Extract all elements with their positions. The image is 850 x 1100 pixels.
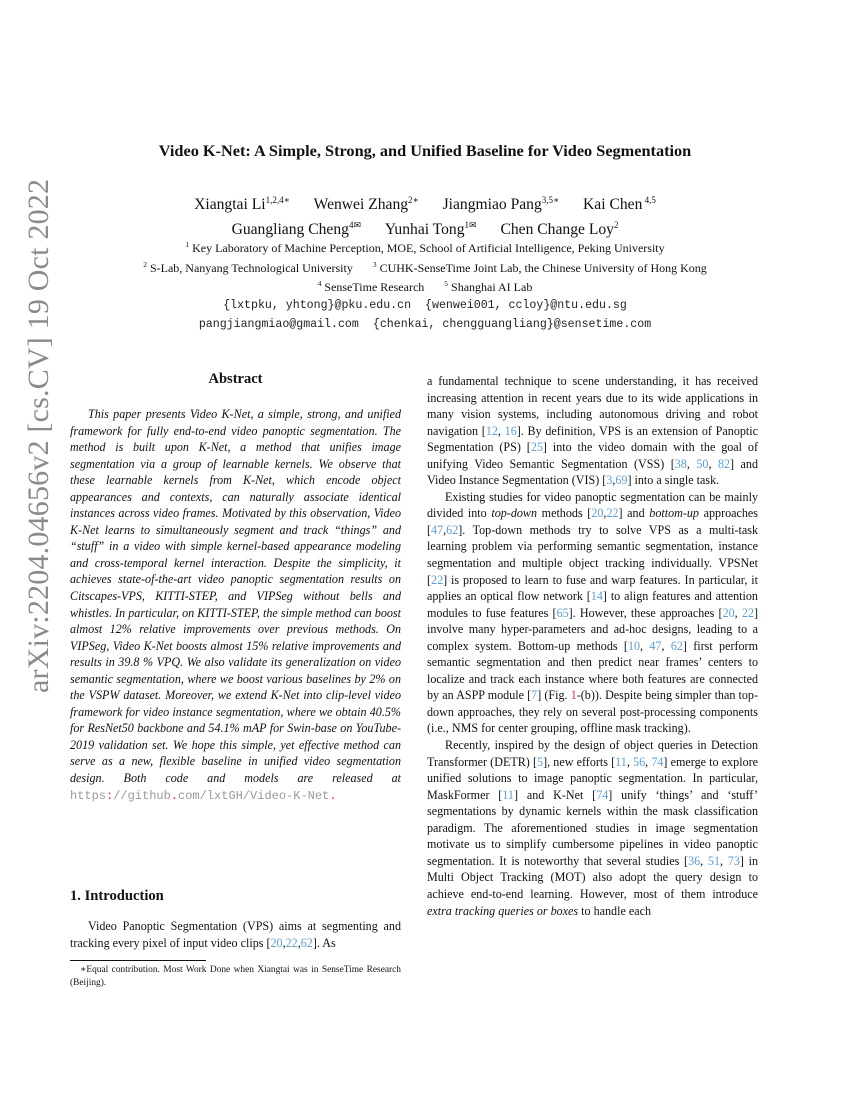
author-name: Yunhai Tong xyxy=(384,221,465,239)
author-list xyxy=(0,190,850,240)
author-affiliation-marker: 1,2,4∗ xyxy=(265,195,290,205)
code-repository-link[interactable]: https://github.com/lxtGH/Video-K-Net. xyxy=(70,788,337,803)
author-name: Jiangmiao Pang xyxy=(442,196,542,214)
affiliation-number: 1 xyxy=(185,240,190,249)
affiliation-text: SenseTime Research xyxy=(324,280,425,294)
author xyxy=(385,221,477,238)
footnote-divider xyxy=(70,960,206,961)
citation-link[interactable]: 65 xyxy=(556,605,569,620)
introduction-left-column xyxy=(70,918,401,951)
citation-link[interactable]: 14 xyxy=(590,589,603,604)
affiliation-line-1 xyxy=(0,240,850,256)
abstract-body xyxy=(70,406,401,804)
citation-link[interactable]: 20 xyxy=(270,935,283,950)
citation-link[interactable]: 50 xyxy=(696,456,709,471)
citation-link[interactable]: 62 xyxy=(300,935,313,950)
figure-reference-link[interactable]: 1 xyxy=(570,688,577,703)
author-name: Wenwei Zhang xyxy=(313,196,409,214)
affiliation-number: 3 xyxy=(372,260,377,269)
author-affiliation-marker: 3,5∗ xyxy=(541,195,560,205)
citation-link[interactable]: 11 xyxy=(502,787,514,802)
citation-link[interactable]: 16 xyxy=(504,423,517,438)
author xyxy=(583,196,656,213)
email-address: pangjiangmiao@gmail.com xyxy=(198,318,359,331)
intro-paragraph: Recently, inspired by the design of object queries in Detection Transformer (DETR) [5], new efforts [11, 56, 74] emerge to explore unified solutions to image panoptic segmentation. In particular, MaskFormer [11] and K-Net [74] unify ‘things’ and ‘stuff’ segmentations by dynamic kernels within the mask classification paradigm. The aforementioned studies in image segmentation motivate us to simplify cumbersome pipelines in video panoptic segmentation. It is noteworthy that several studies [36, 51, 73] in Multi Object Tracking (MOT) also adopt the query design to achieve end-to-end learning. However, most of them introduce extra tracking queries or boxes to handle each xyxy=(427,738,759,918)
citation-link[interactable]: 62 xyxy=(446,522,459,537)
author-affiliation-marker: 2 xyxy=(613,220,619,231)
author xyxy=(194,196,290,213)
citation-link[interactable]: 12 xyxy=(485,423,498,438)
affiliation-number: 2 xyxy=(143,260,147,269)
email-address: {chenkai, chengguangliang}@sensetime.com xyxy=(372,318,652,331)
citation-link[interactable]: 20 xyxy=(722,605,735,620)
email-address: {wenwei001, ccloy}@ntu.edu.sg xyxy=(425,299,627,312)
affiliation-text: S-Lab, Nanyang Technological University xyxy=(149,261,353,275)
affiliation-number: 4 xyxy=(317,279,322,288)
citation-link[interactable]: 73 xyxy=(727,853,740,868)
citation-link[interactable]: 56 xyxy=(633,754,646,769)
section-heading-introduction: 1. Introduction xyxy=(70,888,164,904)
citation-link[interactable]: 62 xyxy=(670,638,683,653)
footnote xyxy=(70,964,401,990)
abstract-text: This paper presents Video K-Net, a simple, strong, and unified framework for fully end-to-end video panoptic segmentation. The method is built upon K-Net, a method that unifies image segmentation via a group of learnable kernels. We observe that these learnable kernels from K-Net, which encode object appearances and contexts, can naturally associate identical instances across video frames. Motivated by this observation, Video K-Net learns to simultaneously segment and track “things” and “stuff” in a video with simple kernel-based appearance modeling and cross-temporal kernel interaction. Despite the simplicity, it achieves state-of-the-art video panoptic segmentation results on Citscapes-VPS, KITTI-STEP, and VIPSeg without bells and whistles. In particular, on KITTI-STEP, the simple method can boost almost 12% relative improvements over previous methods. On VIPSeg, Video K-Net boosts almost 15% relative improvements and results in 39.8 % VPQ. We also validate its generalization on video semantic segmentation, where we boost various baselines by 2% on the VSPW dataset. Moreover, we extend K-Net into clip-level video framework for video instance segmentation, where we obtain 40.5% for ResNet50 backbone and 54.1% mAP for Swin-base on YouTube-2019 validation set. We hope this simple, yet effective method can serve as a new, flexible baseline in unified video segmentation design. Both code and models are released at xyxy=(70,407,401,786)
author-affiliation-marker: 4✉ xyxy=(348,220,361,231)
author xyxy=(500,221,618,238)
author-affiliation-marker: 4,5 xyxy=(642,195,656,205)
footnote-text: ∗Equal contribution. Most Work Done when Xiangtai was in SenseTime Research (Beijing). xyxy=(70,965,401,988)
citation-link[interactable]: 82 xyxy=(717,456,731,471)
paper-title: Video K-Net: A Simple, Strong, and Unified Baseline for Video Segmentation xyxy=(158,141,692,160)
citation-link[interactable]: 3 xyxy=(606,473,613,488)
author-name: Chen Change Loy xyxy=(500,221,614,239)
introduction-right-column xyxy=(427,373,758,919)
citation-link[interactable]: 47 xyxy=(649,638,662,653)
abstract-heading: Abstract xyxy=(208,371,263,387)
citation-link[interactable]: 47 xyxy=(431,522,444,537)
citation-link[interactable]: 51 xyxy=(707,853,721,868)
citation-link[interactable]: 20 xyxy=(591,506,604,521)
author-name: Guangliang Cheng xyxy=(231,221,349,239)
citation-link[interactable]: 10 xyxy=(627,638,641,653)
author-name: Xiangtai Li xyxy=(194,196,266,214)
email-address: {lxtpku, yhtong}@pku.edu.cn xyxy=(223,299,412,312)
citation-link[interactable]: 22 xyxy=(741,605,754,620)
arxiv-identifier-stamp: arXiv:2204.04656v2 [cs.CV] 19 Oct 2022 xyxy=(22,178,55,693)
author-name: Kai Chen xyxy=(583,196,643,214)
citation-link[interactable]: 38 xyxy=(674,456,687,471)
author-affiliation-marker: 2∗ xyxy=(408,195,419,205)
author xyxy=(314,196,419,213)
intro-paragraph: a fundamental technique to scene understanding, it has received increasing attention in recent years due to its wide applications in many vision systems, including autonomous driving and robot navigation [12, 16]. By definition, VPS is an extension of Panoptic Segmentation (PS) [25] into the video domain with the goal of unifying Video Semantic Segmentation (VSS) [38, 50, 82] and Video Instance Segmentation (VIS) [3,69] into a single task. xyxy=(427,374,759,488)
affiliation-number: 5 xyxy=(444,279,449,288)
affiliation-text: CUHK-SenseTime Joint Lab, the Chinese University of Hong Kong xyxy=(379,261,707,275)
email-line-2 xyxy=(0,318,850,331)
citation-link[interactable]: 74 xyxy=(596,787,609,802)
citation-link[interactable]: 11 xyxy=(615,754,627,769)
author-affiliation-marker: 1✉ xyxy=(464,220,477,231)
abstract-paragraph xyxy=(70,406,401,804)
citation-link[interactable]: 22 xyxy=(431,572,444,587)
citation-link[interactable]: 22 xyxy=(606,506,619,521)
affiliation-text: Shanghai AI Lab xyxy=(451,280,533,294)
email-line-1 xyxy=(0,299,850,312)
author-line-1 xyxy=(0,190,850,215)
citation-link[interactable]: 74 xyxy=(651,754,664,769)
author xyxy=(443,196,560,213)
citation-link[interactable]: 22 xyxy=(285,935,298,950)
citation-link[interactable]: 25 xyxy=(530,440,543,455)
author-line-2 xyxy=(0,215,850,240)
affiliation-text: Key Laboratory of Machine Perception, MOE, School of Artificial Intelligence, Peking University xyxy=(192,241,665,255)
citation-link[interactable]: 69 xyxy=(615,473,628,488)
intro-paragraph: Existing studies for video panoptic segmentation can be mainly divided into top-down methods [20,22] and bottom-up approaches [47,62]. Top-down methods try to solve VPS as a multi-task learning problem via performing semantic segmentation, instance segmentation and multiple object tracking individually. VPSNet [22] is proposed to learn to fuse and warp features. In particular, it applies an optical flow network [14] to align features and attention modules to fuse features [65]. However, these approaches [20, 22] involve many hyper-parameters and ad-hoc designs, leading to a complex system. Bottom-up methods [10, 47, 62] first perform semantic segmentation and then predict near frames’ centers to localize and track each instance where both features are connected by an ASPP module [7] (Fig. 1-(b)). Despite being simpler than top-down approaches, they rely on several post-processing components (i.e., NMS for center grouping, offline mask tracking). xyxy=(427,489,759,736)
affiliation-line-3 xyxy=(0,279,850,295)
affiliation-line-2 xyxy=(0,260,850,276)
citation-link[interactable]: 7 xyxy=(531,688,538,703)
citation-link[interactable]: 5 xyxy=(537,754,544,769)
citation-link[interactable]: 36 xyxy=(688,853,701,868)
intro-paragraph: Video Panoptic Segmentation (VPS) aims at segmenting and tracking every pixel of input video clips [20,22,62]. As xyxy=(70,919,401,950)
author xyxy=(232,221,361,238)
